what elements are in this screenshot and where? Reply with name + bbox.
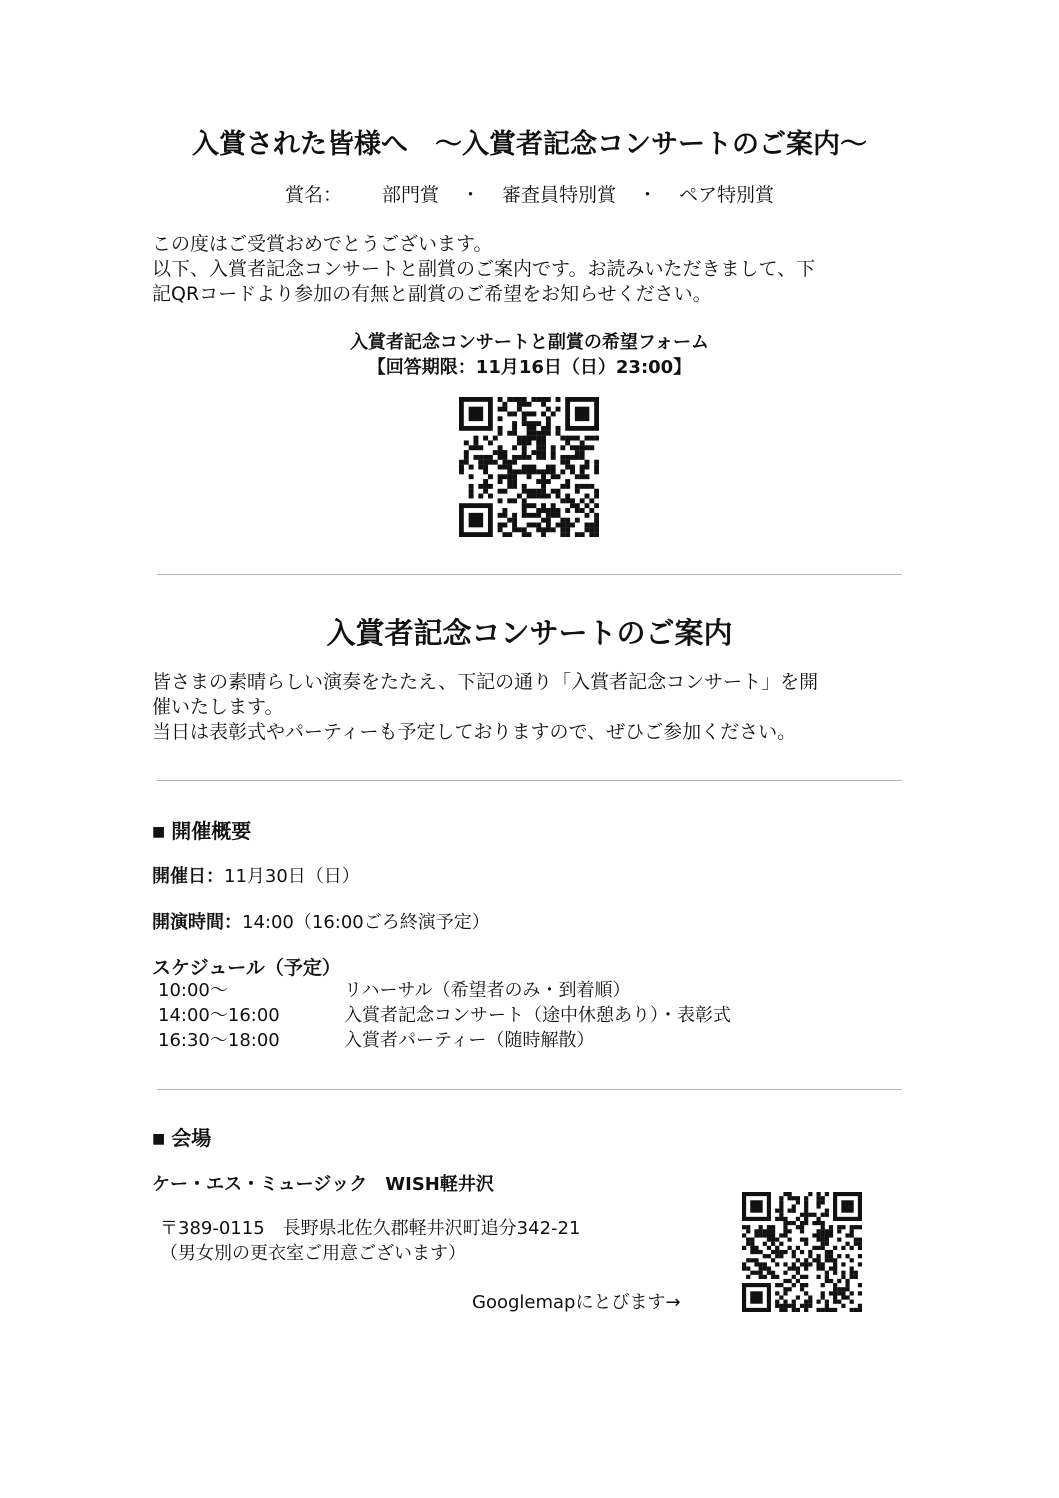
form-title: 入賞者記念コンサートと副賞の希望フォーム: [349, 332, 710, 353]
page-title: 入賞された皆様へ ～入賞者記念コンサートのご案内～: [192, 129, 867, 160]
award-list: [0, 180, 1059, 207]
square-bullet-icon: ■: [152, 1131, 166, 1147]
schedule-desc: リハーサル（希望者のみ・到着順）: [344, 980, 631, 1001]
divider: [157, 574, 902, 575]
intro-line: 以下、入賞者記念コンサートと副賞のご案内です。お読みいただきまして、下: [152, 258, 816, 280]
intro-paragraph: [152, 232, 912, 307]
start-time-label: 開演時間: [152, 912, 224, 933]
schedule-time: 14:00～16:00: [158, 1005, 280, 1026]
google-map-link[interactable]: Googlemapにとびます→: [472, 1292, 681, 1313]
overview-heading-label: 開催概要: [171, 819, 252, 843]
colon: ：: [224, 912, 242, 933]
event-date-value: 11月30日（日）: [224, 866, 360, 887]
event-date-label: 開催日: [152, 866, 206, 887]
start-time: [152, 908, 490, 934]
schedule-desc: 入賞者パーティー（随時解散）: [344, 1030, 595, 1051]
schedule-list: [158, 978, 731, 1053]
venue-heading-label: 会場: [171, 1126, 212, 1150]
form-heading: [0, 330, 1059, 380]
award-item: ペア特別賞: [679, 184, 775, 206]
divider: [157, 780, 902, 781]
intro-line: 記QRコードより参加の有無と副賞のご希望をお知らせください。: [152, 283, 712, 305]
overview-heading: [152, 815, 251, 844]
event-date: [152, 862, 360, 888]
concert-line: 催いたします。: [152, 696, 284, 718]
intro-line: この度はご受賞おめでとうございます。: [152, 233, 493, 255]
qr-code-icon[interactable]: [742, 1192, 862, 1312]
award-separator: ・: [638, 184, 658, 206]
schedule-time: 10:00～: [158, 980, 228, 1001]
venue-address: 〒389-0115 長野県北佐久郡軽井沢町追分342-21: [160, 1218, 581, 1239]
award-item: 部門賞: [381, 184, 439, 206]
schedule-row: [158, 1028, 731, 1053]
award-separator: ・: [460, 184, 480, 206]
form-deadline: 【回答期限：11月16日（日）23:00】: [367, 357, 692, 378]
schedule-title: スケジュール（予定）: [152, 957, 341, 979]
concert-line: 皆さまの素晴らしい演奏をたたえ、下記の通り「入賞者記念コンサート」を開: [152, 671, 819, 693]
concert-paragraph: [152, 670, 818, 745]
divider: [157, 1089, 902, 1090]
schedule-row: [158, 978, 731, 1003]
schedule-row: [158, 1003, 731, 1028]
schedule-desc: 入賞者記念コンサート（途中休憩あり）・表彰式: [344, 1005, 731, 1026]
concert-heading: 入賞者記念コンサートのご案内: [326, 616, 733, 650]
start-time-value: 14:00（16:00ごろ終演予定）: [242, 912, 490, 933]
venue-address-block: [160, 1216, 580, 1266]
schedule-time: 16:30～18:00: [158, 1030, 280, 1051]
colon: ：: [206, 866, 224, 887]
qr-code-icon[interactable]: [459, 397, 599, 537]
venue-name: ケー・エス・ミュージック WISH軽井沢: [152, 1174, 494, 1195]
square-bullet-icon: ■: [152, 824, 166, 840]
award-item: 審査員特別賞: [502, 184, 617, 206]
venue-heading: [152, 1122, 211, 1151]
concert-line: 当日は表彰式やパーティーも予定しておりますので、ぜひご参加ください。: [152, 721, 797, 743]
award-label: 賞名：: [284, 184, 342, 206]
venue-note: （男女別の更衣室ご用意ございます）: [160, 1243, 466, 1264]
